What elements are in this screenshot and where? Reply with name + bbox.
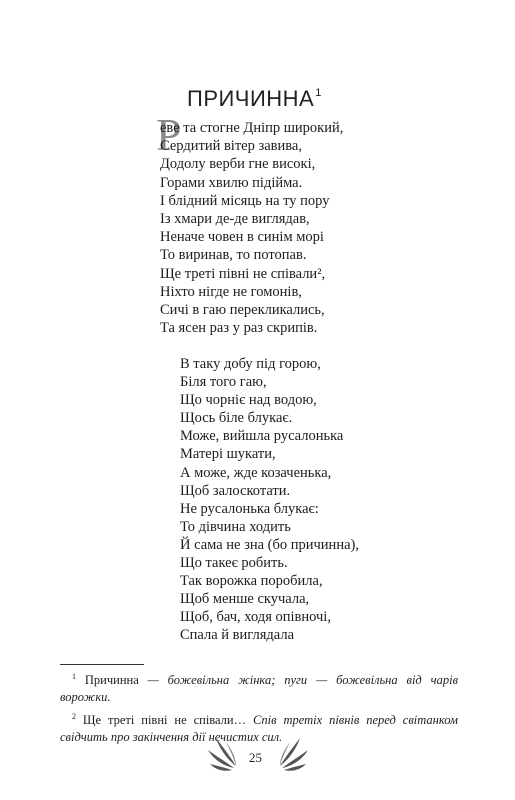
verse-line: Що такеє робить. — [180, 555, 288, 572]
verse-line: Щось біле блукає. — [180, 410, 293, 427]
footnote-mark: 2 — [72, 712, 76, 721]
verse-line: Сичі в гаю перекликались, — [160, 302, 325, 319]
stanza-2 — [180, 355, 359, 645]
verse-line: Додолу верби гне високі, — [160, 156, 316, 173]
verse-line: Горами хвилю підійма. — [160, 174, 303, 191]
page-number: 25 — [249, 750, 262, 765]
verse-line: Щоб, бач, ходя опівночі, — [180, 609, 331, 626]
verse-line: Не русалонька блукає: — [180, 500, 319, 517]
footnote-term: Причинна — [84, 673, 139, 687]
verse-line: Матері шукати, — [180, 446, 276, 463]
verse-line: Спала й виглядала — [180, 627, 295, 644]
verse-line: Щоб залоскотати. — [180, 482, 291, 499]
page-footer — [0, 736, 515, 776]
verse-line: Що чорніє над водою, — [180, 392, 317, 409]
poem-title-text: ПРИЧИННА — [187, 86, 315, 111]
leaf-ornament-icon — [206, 736, 238, 776]
footnote-text: Спів третіх півнів перед світанком свідчить про закінчення дії нечистих сил. — [60, 713, 458, 744]
verse-line: Із хмари де-де виглядав, — [160, 211, 310, 228]
verse-line: В таку добу під горою, — [180, 356, 321, 372]
verse-line: То дівчина ходить — [180, 518, 291, 535]
verse-line: Та ясен раз у раз скрипів. — [160, 320, 318, 337]
verse-line: Може, вийшла русалонька — [180, 428, 344, 445]
title-footnote-mark: 1 — [315, 87, 322, 99]
verse-line: Біля того гаю, — [180, 374, 267, 391]
verse-line: Неначе човен в синім морі — [160, 229, 324, 246]
verse-line: Щоб менше скучала, — [180, 591, 310, 608]
footnote — [60, 668, 458, 706]
verse-line: І блідний місяць на ту пору — [160, 192, 330, 209]
stanza-1 — [160, 119, 343, 337]
verse-line: Сердитий вітер завива, — [160, 138, 302, 155]
footnote-mark: 1 — [72, 672, 76, 681]
footnote-text: — божевільна жінка; пуги — божевільна від чарів ворожки. — [60, 673, 458, 704]
verse-line: Так ворожка поробила, — [180, 573, 323, 590]
poem-title — [187, 86, 322, 112]
leaf-ornament-icon — [278, 736, 310, 776]
verse-line: еве та стогне Дніпр широкий, — [160, 120, 344, 136]
verse-line: А може, жде козаченька, — [180, 464, 332, 481]
verse-line: Ще треті півні не співали², — [160, 265, 326, 282]
verse-line: То виринав, то потопав. — [160, 247, 307, 264]
drop-cap-letter: Р — [156, 109, 182, 160]
verse-line: Й сама не зна (бо причинна), — [180, 536, 359, 553]
footnote-term: Ще треті півні не співали… — [82, 713, 247, 727]
footnote-divider — [60, 664, 144, 665]
verse-line: Ніхто нігде не гомонів, — [160, 283, 302, 300]
